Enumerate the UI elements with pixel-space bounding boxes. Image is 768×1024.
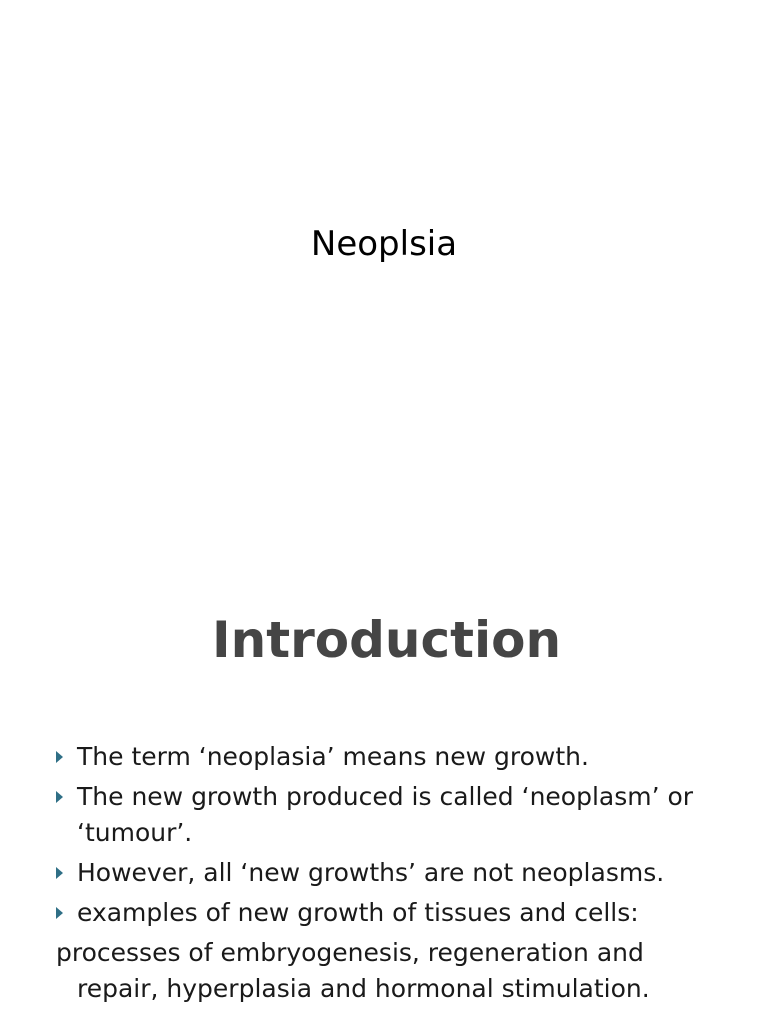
continuation-paragraph	[56, 935, 756, 1007]
bullet-text: However, all ‘new growths’ are not neoplasms.	[77, 858, 665, 887]
bullet-text: The new growth produced is called ‘neoplasm’ or ‘tumour’.	[77, 782, 694, 847]
bullet-text: The term ‘neoplasia’ means new growth.	[77, 742, 589, 771]
slide-title: Neoplsia	[310, 224, 458, 264]
continuation-line-2: repair, hyperplasia and hormonal stimulation.	[77, 974, 650, 1003]
continuation-line-1: processes of embryogenesis, regeneration and	[56, 938, 644, 967]
list-item	[56, 779, 756, 851]
triangle-bullet-icon	[56, 907, 63, 919]
triangle-bullet-icon	[56, 751, 63, 763]
bullet-list	[56, 739, 756, 1007]
list-item	[56, 895, 756, 931]
triangle-bullet-icon	[56, 867, 63, 879]
section-heading: Introduction	[212, 611, 562, 669]
triangle-bullet-icon	[56, 791, 63, 803]
list-item	[56, 739, 756, 775]
bullet-text: examples of new growth of tissues and cells:	[77, 898, 639, 927]
list-item	[56, 855, 756, 891]
